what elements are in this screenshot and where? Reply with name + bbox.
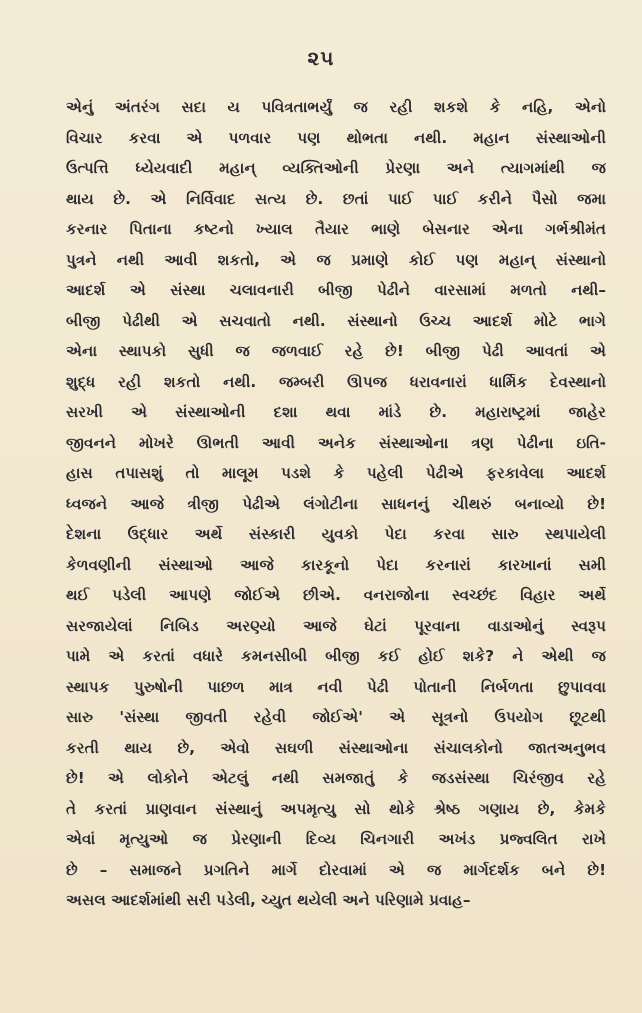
text-line: બીજી પેઢીથી એ સચવાતો નથી. સંસ્થાનો ઉચ્ચ આદર્શ મોટે ભાગે xyxy=(66,311,606,330)
text-line: અસલ આદર્શમાંથી સરી પડેલી, ચ્યુત થયેલી અને પરિણામે પ્રવાહ– xyxy=(66,891,471,909)
text-line: હાસ તપાસશું તો માલૂમ પડશે કે પહેલી પેઢીએ ફરકાવેલા આદર્શ xyxy=(66,464,606,482)
text-line: ઉત્પત્તિ ધ્યેયવાદી મહાન્ વ્યક્તિઓની પ્રેરણા અને ત્યાગમાંથી જ xyxy=(66,159,606,177)
text-line: કેળવણીની સંસ્થાઓ આજે કારકૂનો પેદા કરનારાં કારખાનાં સમી xyxy=(66,555,606,574)
text-line: છે – સમાજને પ્રગતિને માર્ગે દોરવામાં એ જ માર્ગદર્શક બને છે! xyxy=(66,860,606,879)
text-line: સ્થાપક પુરુષોની પાછળ માત્ર નવી પેઢી પોતાની નિર્બળતા છુપાવવા xyxy=(66,677,606,696)
text-line: આદર્શ એ સંસ્થા ચલાવનારી બીજી પેઢીને વારસામાં મળતો નથી– xyxy=(66,281,606,299)
text-line: પામે એ કરતાં વધારે કમનસીબી બીજી કઈ હોઈ શકે? ને એથી જ xyxy=(66,647,606,665)
text-line: ધ્વજને આજે ત્રીજી પેઢીએ લંગોટીના સાધનનું ચીથરું બનાવ્યો છે! xyxy=(66,494,606,513)
text-line: સરખી એ સંસ્થાઓની દશા થવા માંડે છે. મહારાષ્ટ્રમાં જાહેર xyxy=(66,403,606,421)
text-line: એવાં મૃત્યુઓ જ પ્રેરણાની દિવ્ય ચિનગારી અખંડ પ્રજ્વલિત રાખે xyxy=(66,830,606,848)
text-line: પુત્રને નથી આવી શકતો, એ જ પ્રમાણે કોઈ પણ મહાન્ સંસ્થાનો xyxy=(66,250,606,269)
text-line: એનું અંતરંગ સદા ય પવિત્રતાભર્યું જ રહી શકશે કે નહિ, એનો xyxy=(66,98,606,116)
text-line: એના સ્થાપકો સુધી જ જળવાઈ રહે છે! બીજી પેઢી આવતાં એ xyxy=(66,342,606,360)
text-line: તે કરતાં પ્રાણવાન સંસ્થાનું અપમૃત્યુ સો થોકે શ્રેષ્ઠ ગણાય છે, કેમકે xyxy=(66,799,606,818)
text-line: સરજાયેલાં નિબિડ અરણ્યો આજે ઘેટાં પૂરવાના વાડાઓનું સ્વરૂપ xyxy=(66,616,606,635)
text-line: સારુ 'સંસ્થા જીવતી રહેવી જોઈએ' એ સૂત્રનો ઉપયોગ છૂટથી xyxy=(66,708,606,726)
text-line: છે! એ લોકોને એટલું નથી સમજાતું કે જડસંસ્થા ચિરંજીવ રહે xyxy=(66,769,606,787)
text-line: થઈ પડેલી આપણે જોઈએ છીએ. વનરાજોના સ્વચ્છંદ વિહાર અર્થે xyxy=(66,586,606,604)
text-line: વિચાર કરવા એ પળવાર પણ થોભતા નથી. મહાન સંસ્થાઓની xyxy=(66,128,606,147)
text-line: શુદ્ધ રહી શકતો નથી. જમ્બરી ઊપજ ધરાવનારાં ધાર્મિક દેવસ્થાનો xyxy=(66,372,606,391)
body-text xyxy=(66,92,606,916)
text-line: દેશના ઉદ્ધાર અર્થે સંસ્કારી યુવકો પેદા કરવા સારુ સ્થપાયેલી xyxy=(66,525,606,543)
text-line: કરનાર પિતાના કષ્ટનો ખ્યાલ તૈયાર ભાણે બેસનાર એના ગર્ભશ્રીમંત xyxy=(66,220,606,238)
text-line: જીવનને મોખરે ઊભતી આવી અનેક સંસ્થાઓના ત્રણ પેઢીના ઇતિ- xyxy=(66,433,606,452)
text-line: કરતી થાય છે, એવો સઘળી સંસ્થાઓના સંચાલકોનો જાતઅનુભવ xyxy=(66,738,606,757)
page-number: ૨૫ xyxy=(307,46,335,70)
text-line: થાય છે. એ નિર્વિવાદ સત્ય છે. છતાં પાઈ પાઈ કરીને પૈસો જમા xyxy=(66,189,606,208)
